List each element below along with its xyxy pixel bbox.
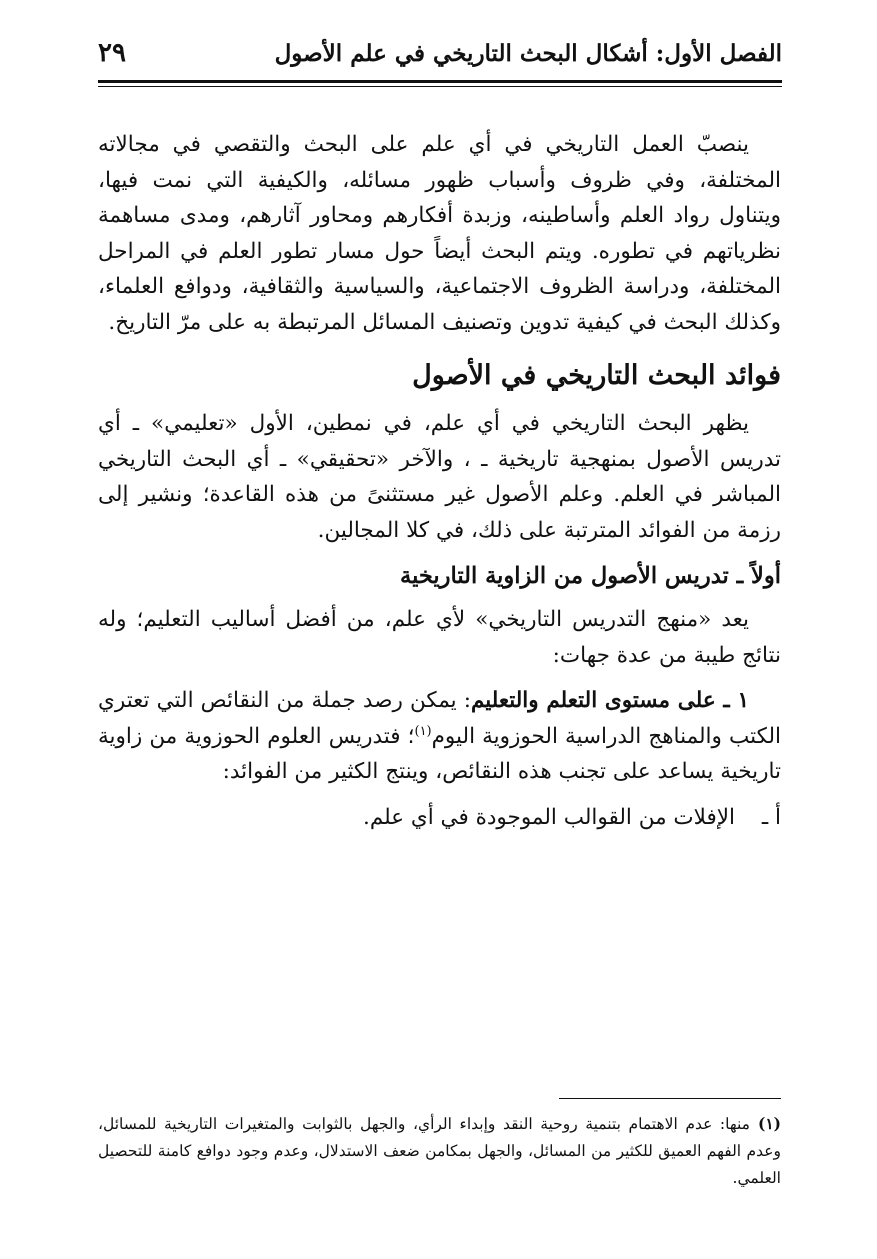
footnote-text: منها: عدم الاهتمام بتنمية روحية النقد وإبداء الرأي، والجهل بالثوابت والمتغيرات التاريخية للمسائل، وعدم الفهم العميق للكثير من المسائل، والجهل بمكامن ضعف الاستدلال، وعدم وجود دوافع كامنة للتحصيل العلمي. (98, 1115, 781, 1187)
list-item (98, 800, 781, 836)
intro-paragraph: ينصبّ العمل التاريخي في أي علم على البحث والتقصي في مجالاته المختلفة، وفي ظروف وأسباب ظهور مسائله، والكيفية التي نمت فيها، ويتناول رواد العلم وأساطينه، وزبدة أفكارهم ومحاور آثارهم، ومدى مساهمة نظرياتهم في تطوره. ويتم البحث أيضاً حول مسار تطور العلم في المراحل المختلفة، ودراسة الظروف الاجتماعية، والسياسية والثقافية، ودوافع العلماء، وكذلك البحث في كيفية تدوين وتصنيف المسائل المرتبطة به على مرّ التاريخ. (98, 132, 781, 335)
running-title: الفصل الأول: أشكال البحث التاريخي في علم الأصول (274, 40, 782, 67)
footnote-marker: (١) (757, 1114, 781, 1133)
level-text-part-1: : يمكن رصد جملة من النقائص التي تعتري الكتب والمناهج الدراسية الحوزوية اليوم (98, 688, 781, 749)
method-paragraph: يعد «منهج التدريس التاريخي» لأي علم، من أفضل أساليب التعليم؛ وله نتائج طيبة من عدة جهات: (98, 607, 781, 668)
page-header (98, 30, 782, 90)
benefits-paragraph: يظهر البحث التاريخي في أي علم، في نمطين، الأول «تعليمي» ـ أي تدريس الأصول بمنهجية تاريخية ـ ، والآخر «تحقيقي» ـ أي البحث التاريخي المباشر في العلم. وعلم الأصول غير مستثنىً من هذه القاعدة؛ ونشير إلى رزمة من الفوائد المترتبة على ذلك، في كلا المجالين. (98, 411, 781, 543)
list-item-text: الإفلات من القوالب الموجودة في أي علم. (363, 804, 735, 830)
level-paragraph (98, 683, 781, 790)
header-rule-thick (98, 80, 782, 83)
level-text-part-2: ؛ فتدريس العلوم الحوزوية من زاوية تاريخية يساعد على تجنب هذه النقائص، وينتج الكثير من الفوائد: (98, 723, 781, 784)
footnote (98, 1110, 781, 1192)
page-number: ٢٩ (98, 38, 126, 68)
level-label: ١ ـ على مستوى التعلم والتعليم (470, 688, 750, 713)
list-marker: أ ـ (761, 804, 781, 830)
paragraph-gap (98, 673, 781, 683)
subsection-heading-teaching: أولاً ـ تدريس الأصول من الزاوية التاريخية (400, 563, 781, 589)
footnote-reference: (١) (414, 723, 432, 739)
section-heading-benefits: فوائد البحث التاريخي في الأصول (412, 360, 781, 391)
footnote-separator (559, 1098, 781, 1099)
page-body (98, 127, 781, 835)
header-rule-thin (98, 86, 782, 87)
